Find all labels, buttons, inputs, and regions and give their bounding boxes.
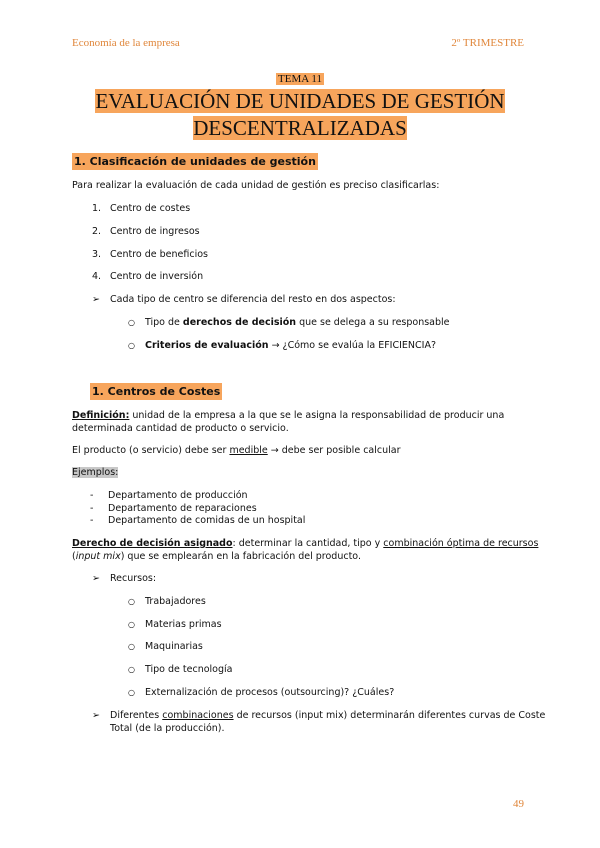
circle-bullet-icon: ○ <box>128 642 135 651</box>
arrow-bullet-icon: ➢ <box>92 294 100 305</box>
circle-bullet-icon: ○ <box>128 597 135 606</box>
sub-list-item: ○ Tipo de tecnología <box>128 664 233 675</box>
page-title: EVALUACIÓN DE UNIDADES DE GESTIÓN DESCENTRALIZADAS <box>95 89 505 140</box>
circle-bullet-icon: ○ <box>128 665 135 674</box>
sub-list-item: ○ Maquinarias <box>128 641 203 652</box>
list-item: 4. Centro de inversión <box>92 271 204 282</box>
list-item: - Departamento de producción <box>90 490 248 501</box>
circle-bullet-icon: ○ <box>128 341 135 350</box>
section1-heading: 1. Clasificación de unidades de gestión <box>74 155 316 168</box>
arrow-list-item: ➢ Diferentes combinaciones de recursos (input mix) determinarán diferentes curvas de Coste Total (de la producción). <box>92 710 546 734</box>
tema-label: TEMA 11 <box>278 73 322 85</box>
list-item: 3. Centro de beneficios <box>92 249 208 260</box>
list-item: 2. Centro de ingresos <box>92 226 200 237</box>
derecho-paragraph: Derecho de decisión asignado: determinar la cantidad, tipo y combinación óptima de recursos (input mix) que se emplearán en la fabricación del producto. <box>72 538 539 562</box>
circle-bullet-icon: ○ <box>128 688 135 697</box>
section1-intro: Para realizar la evaluación de cada unidad de gestión es preciso clasificarlas: <box>72 180 440 191</box>
list-item: - Departamento de reparaciones <box>90 503 257 514</box>
sub-list-item: ○ Trabajadores <box>128 596 206 607</box>
header-term: 2º TRIMESTRE <box>451 37 524 49</box>
section2-heading: 1. Centros de Costes <box>92 385 221 398</box>
sub-list-item: ○ Tipo de derechos de decisión que se delega a su responsable <box>128 317 450 328</box>
sub-list-item: ○ Materias primas <box>128 619 222 630</box>
product-paragraph: El producto (o servicio) debe ser medible → debe ser posible calcular <box>72 445 401 456</box>
arrow-list-item: ➢ Recursos: <box>92 573 157 584</box>
circle-bullet-icon: ○ <box>128 620 135 629</box>
circle-bullet-icon: ○ <box>128 318 135 327</box>
sub-list-item: ○ Externalización de procesos (outsourcing)? ¿Cuáles? <box>128 687 395 698</box>
header-subject: Economía de la empresa <box>72 37 180 49</box>
sub-list-item: ○ Criterios de evaluación → ¿Cómo se evalúa la EFICIENCIA? <box>128 340 436 351</box>
examples-label: Ejemplos: <box>72 467 119 478</box>
list-item: 1. Centro de costes <box>92 203 191 214</box>
arrow-list-item: ➢ Cada tipo de centro se diferencia del resto en dos aspectos: <box>92 294 396 305</box>
definition-paragraph: Definición: unidad de la empresa a la que se le asigna la responsabilidad de producir una determinada cantidad de producto o servicio. <box>72 410 505 434</box>
list-item: - Departamento de comidas de un hospital <box>90 515 306 526</box>
arrow-bullet-icon: ➢ <box>92 710 100 721</box>
arrow-bullet-icon: ➢ <box>92 573 100 584</box>
page-number: 49 <box>513 798 524 810</box>
